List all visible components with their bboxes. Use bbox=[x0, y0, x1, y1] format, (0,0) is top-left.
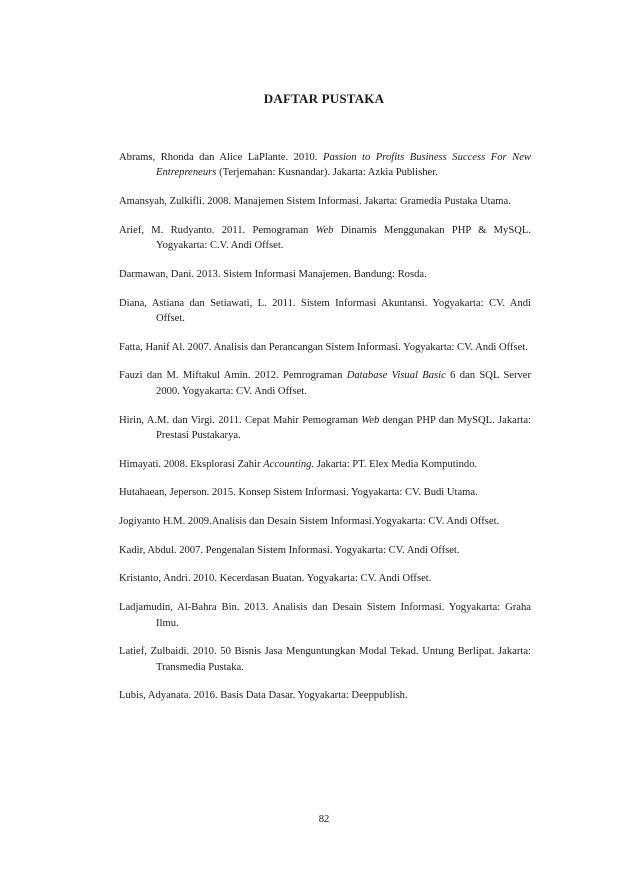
reference-item: Diana, Astiana dan Setiawati, L. 2011. Sistem Informasi Akuntansi. Yogyakarta: CV. Andi Offset. bbox=[119, 297, 531, 325]
reference-item: Latief, Zulbaidi. 2010. 50 Bisnis Jasa Menguntungkan Modal Tekad. Untung Berlipat. Jakarta: Transmedia Pustaka. bbox=[119, 646, 531, 673]
reference-item: Fauzi dan M. Miftakul Amin. 2012. Pemrograman Database Visual Basic 6 dan SQL Server 2000. Yogyakarta: CV. Andi Offset. bbox=[119, 370, 531, 397]
reference-item: Arief, M. Rudyanto. 2011. Pemograman Web Dinamis Menggunakan PHP & MySQL. Yogyakarta: C.V. Andi Offset. bbox=[119, 224, 532, 252]
reference-item: Fatta, Hanif Al. 2007. Analisis dan Perancangan Sistem Informasi. Yogyakarta: CV. Andi Offset. bbox=[119, 341, 528, 353]
reference-item: Lubis, Adyanata. 2016. Basis Data Dasar. Yogyakarta: Deeppublish. bbox=[119, 690, 408, 702]
reference-item: Abrams, Rhonda dan Alice LaPlante. 2010. Passion to Profits Business Success For New Entrepreneurs (Terjemahan: Kusnandar). Jakarta: Azkia Publisher. bbox=[119, 152, 531, 179]
reference-item: Amansyah, Zulkifli. 2008. Manajemen Sistem Informasi. Jakarta: Gramedia Pustaka Utama. bbox=[119, 196, 511, 208]
reference-item: Kadir, Abdul. 2007. Pengenalan Sistem Informasi. Yogyakarta: CV. Andi Offset. bbox=[119, 544, 460, 556]
reference-item: Kristanto, Andri. 2010. Kecerdasan Buatan. Yogyakarta: CV. Andi Offset. bbox=[119, 573, 432, 585]
page-number: 82 bbox=[318, 814, 330, 825]
reference-item: Hirin, A.M. dan Virgi. 2011. Cepat Mahir Pemograman Web dengan PHP dan MySQL. Jakarta: Prestasi Pustakarya. bbox=[119, 414, 531, 441]
reference-item: Ladjamudin, Al-Bahra Bin. 2013. Analisis dan Desain Sistem Informasi. Yogyakarta: Graha Ilmu. bbox=[119, 602, 531, 629]
reference-list bbox=[119, 150, 531, 717]
reference-item: Darmawan, Dani. 2013. Sistem Informasi Manajemen. Bandung: Rosda. bbox=[119, 268, 427, 280]
reference-item: Himayati. 2008. Eksplorasi Zahir Accounting. Jakarta: PT. Elex Media Komputindo. bbox=[119, 458, 478, 470]
reference-item: Jogiyanto H.M. 2009.Analisis dan Desain Sistem Informasi.Yogyakarta: CV. Andi Offset. bbox=[119, 516, 500, 528]
reference-item: Hutahaean, Jeperson. 2015. Konsep Sistem Informasi. Yogyakarta: CV. Budi Utama. bbox=[119, 487, 478, 499]
page-title: DAFTAR PUSTAKA bbox=[263, 91, 385, 106]
